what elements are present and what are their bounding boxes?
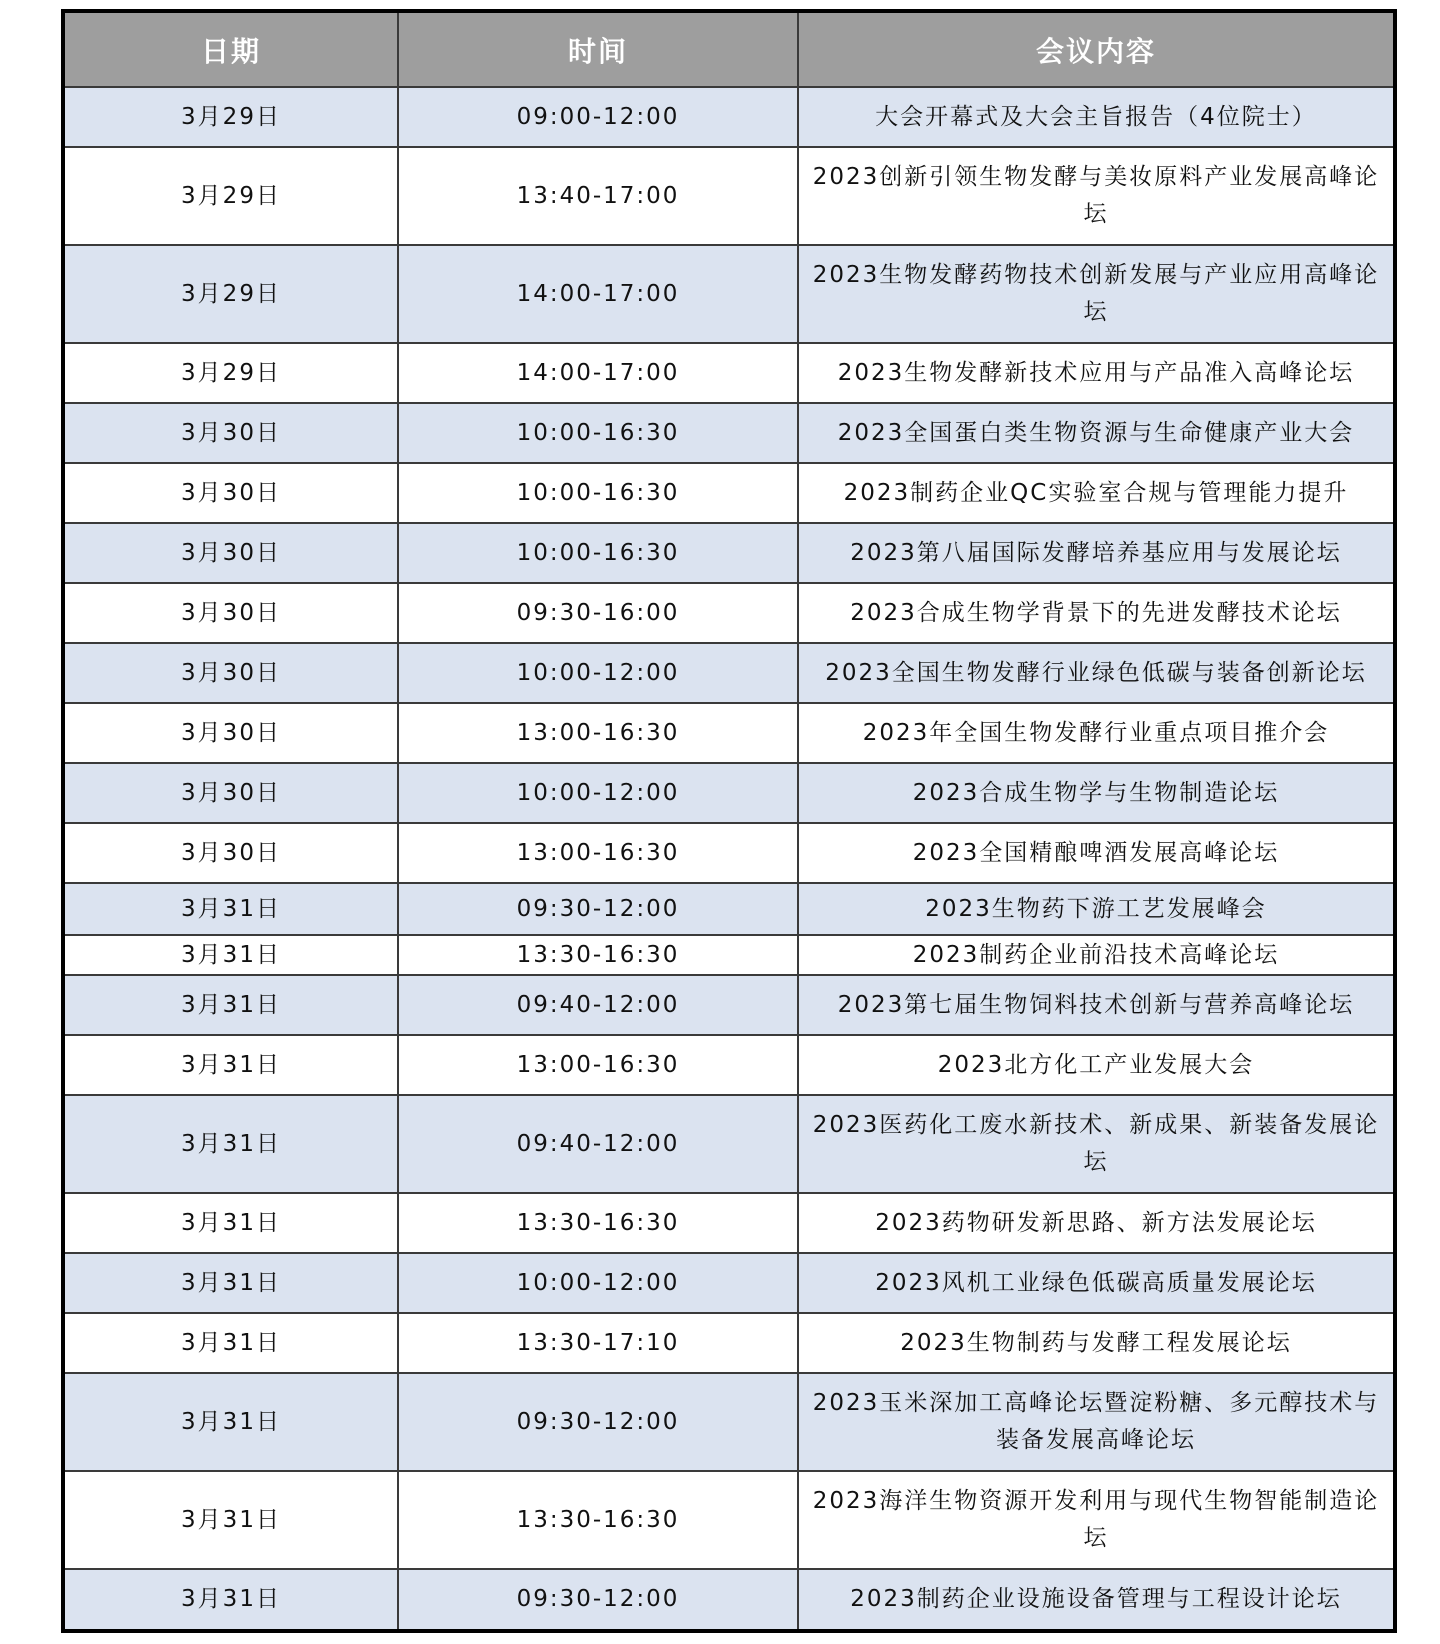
cell-date: 3月31日 bbox=[65, 1193, 398, 1253]
cell-time: 13:30-16:30 bbox=[398, 935, 798, 975]
cell-date: 3月31日 bbox=[65, 883, 398, 935]
cell-content: 2023北方化工产业发展大会 bbox=[798, 1035, 1393, 1095]
cell-content: 2023制药企业QC实验室合规与管理能力提升 bbox=[798, 463, 1393, 523]
cell-time: 09:30-16:00 bbox=[398, 583, 798, 643]
cell-time: 10:00-16:30 bbox=[398, 523, 798, 583]
cell-date: 3月31日 bbox=[65, 1253, 398, 1313]
cell-time: 13:00-16:30 bbox=[398, 823, 798, 883]
table-row bbox=[65, 245, 1393, 343]
table-row bbox=[65, 403, 1393, 463]
cell-content: 2023全国蛋白类生物资源与生命健康产业大会 bbox=[798, 403, 1393, 463]
table-row bbox=[65, 1095, 1393, 1193]
cell-date: 3月31日 bbox=[65, 1095, 398, 1193]
cell-time: 13:30-16:30 bbox=[398, 1471, 798, 1569]
table-row bbox=[65, 1253, 1393, 1313]
cell-content: 大会开幕式及大会主旨报告（4位院士） bbox=[798, 87, 1393, 147]
schedule-table-frame bbox=[61, 9, 1397, 1633]
table-row bbox=[65, 1313, 1393, 1373]
header-row bbox=[65, 13, 1393, 87]
table-row bbox=[65, 523, 1393, 583]
cell-date: 3月30日 bbox=[65, 703, 398, 763]
cell-time: 14:00-17:00 bbox=[398, 245, 798, 343]
cell-time: 09:30-12:00 bbox=[398, 1373, 798, 1471]
cell-date: 3月30日 bbox=[65, 643, 398, 703]
cell-content: 2023第八届国际发酵培养基应用与发展论坛 bbox=[798, 523, 1393, 583]
table-row bbox=[65, 763, 1393, 823]
cell-content: 2023生物药下游工艺发展峰会 bbox=[798, 883, 1393, 935]
cell-date: 3月29日 bbox=[65, 245, 398, 343]
cell-date: 3月29日 bbox=[65, 343, 398, 403]
cell-date: 3月29日 bbox=[65, 87, 398, 147]
cell-time: 14:00-17:00 bbox=[398, 343, 798, 403]
cell-content: 2023医药化工废水新技术、新成果、新装备发展论坛 bbox=[798, 1095, 1393, 1193]
cell-date: 3月30日 bbox=[65, 823, 398, 883]
cell-date: 3月30日 bbox=[65, 763, 398, 823]
cell-time: 09:30-12:00 bbox=[398, 883, 798, 935]
cell-time: 13:40-17:00 bbox=[398, 147, 798, 245]
cell-time: 10:00-12:00 bbox=[398, 763, 798, 823]
table-row bbox=[65, 87, 1393, 147]
table-row bbox=[65, 1569, 1393, 1629]
cell-content: 2023玉米深加工高峰论坛暨淀粉糖、多元醇技术与装备发展高峰论坛 bbox=[798, 1373, 1393, 1471]
cell-content: 2023药物研发新思路、新方法发展论坛 bbox=[798, 1193, 1393, 1253]
table-row bbox=[65, 823, 1393, 883]
cell-content: 2023第七届生物饲料技术创新与营养高峰论坛 bbox=[798, 975, 1393, 1035]
cell-time: 09:40-12:00 bbox=[398, 1095, 798, 1193]
table-row bbox=[65, 1373, 1393, 1471]
cell-time: 09:00-12:00 bbox=[398, 87, 798, 147]
conference-schedule-table bbox=[65, 13, 1393, 1629]
cell-date: 3月30日 bbox=[65, 463, 398, 523]
cell-content: 2023创新引领生物发酵与美妆原料产业发展高峰论坛 bbox=[798, 147, 1393, 245]
table-row bbox=[65, 883, 1393, 935]
cell-time: 09:30-12:00 bbox=[398, 1569, 798, 1629]
cell-content: 2023全国生物发酵行业绿色低碳与装备创新论坛 bbox=[798, 643, 1393, 703]
header-content: 会议内容 bbox=[798, 13, 1393, 87]
cell-content: 2023生物发酵新技术应用与产品准入高峰论坛 bbox=[798, 343, 1393, 403]
table-row bbox=[65, 583, 1393, 643]
table-row bbox=[65, 703, 1393, 763]
cell-date: 3月31日 bbox=[65, 1373, 398, 1471]
cell-date: 3月30日 bbox=[65, 523, 398, 583]
header-time: 时间 bbox=[398, 13, 798, 87]
cell-date: 3月31日 bbox=[65, 1035, 398, 1095]
cell-time: 10:00-12:00 bbox=[398, 643, 798, 703]
cell-date: 3月30日 bbox=[65, 583, 398, 643]
cell-content: 2023合成生物学与生物制造论坛 bbox=[798, 763, 1393, 823]
cell-time: 13:30-16:30 bbox=[398, 1193, 798, 1253]
cell-time: 10:00-16:30 bbox=[398, 463, 798, 523]
cell-content: 2023海洋生物资源开发利用与现代生物智能制造论坛 bbox=[798, 1471, 1393, 1569]
cell-content: 2023年全国生物发酵行业重点项目推介会 bbox=[798, 703, 1393, 763]
cell-date: 3月31日 bbox=[65, 1471, 398, 1569]
table-row bbox=[65, 343, 1393, 403]
cell-date: 3月31日 bbox=[65, 1569, 398, 1629]
cell-content: 2023生物发酵药物技术创新发展与产业应用高峰论坛 bbox=[798, 245, 1393, 343]
cell-date: 3月31日 bbox=[65, 975, 398, 1035]
cell-date: 3月31日 bbox=[65, 1313, 398, 1373]
cell-content: 2023生物制药与发酵工程发展论坛 bbox=[798, 1313, 1393, 1373]
cell-time: 13:30-17:10 bbox=[398, 1313, 798, 1373]
table-row bbox=[65, 643, 1393, 703]
cell-time: 09:40-12:00 bbox=[398, 975, 798, 1035]
cell-time: 13:00-16:30 bbox=[398, 703, 798, 763]
table-row bbox=[65, 935, 1393, 975]
table-header bbox=[65, 13, 1393, 87]
table-body bbox=[65, 87, 1393, 1629]
table-row bbox=[65, 1035, 1393, 1095]
cell-time: 10:00-16:30 bbox=[398, 403, 798, 463]
header-date: 日期 bbox=[65, 13, 398, 87]
table-row bbox=[65, 975, 1393, 1035]
table-row bbox=[65, 1193, 1393, 1253]
cell-time: 13:00-16:30 bbox=[398, 1035, 798, 1095]
cell-date: 3月29日 bbox=[65, 147, 398, 245]
cell-time: 10:00-12:00 bbox=[398, 1253, 798, 1313]
table-row bbox=[65, 463, 1393, 523]
table-row bbox=[65, 1471, 1393, 1569]
cell-content: 2023全国精酿啤酒发展高峰论坛 bbox=[798, 823, 1393, 883]
cell-content: 2023合成生物学背景下的先进发酵技术论坛 bbox=[798, 583, 1393, 643]
cell-content: 2023风机工业绿色低碳高质量发展论坛 bbox=[798, 1253, 1393, 1313]
cell-date: 3月31日 bbox=[65, 935, 398, 975]
cell-date: 3月30日 bbox=[65, 403, 398, 463]
table-row bbox=[65, 147, 1393, 245]
cell-content: 2023制药企业前沿技术高峰论坛 bbox=[798, 935, 1393, 975]
cell-content: 2023制药企业设施设备管理与工程设计论坛 bbox=[798, 1569, 1393, 1629]
